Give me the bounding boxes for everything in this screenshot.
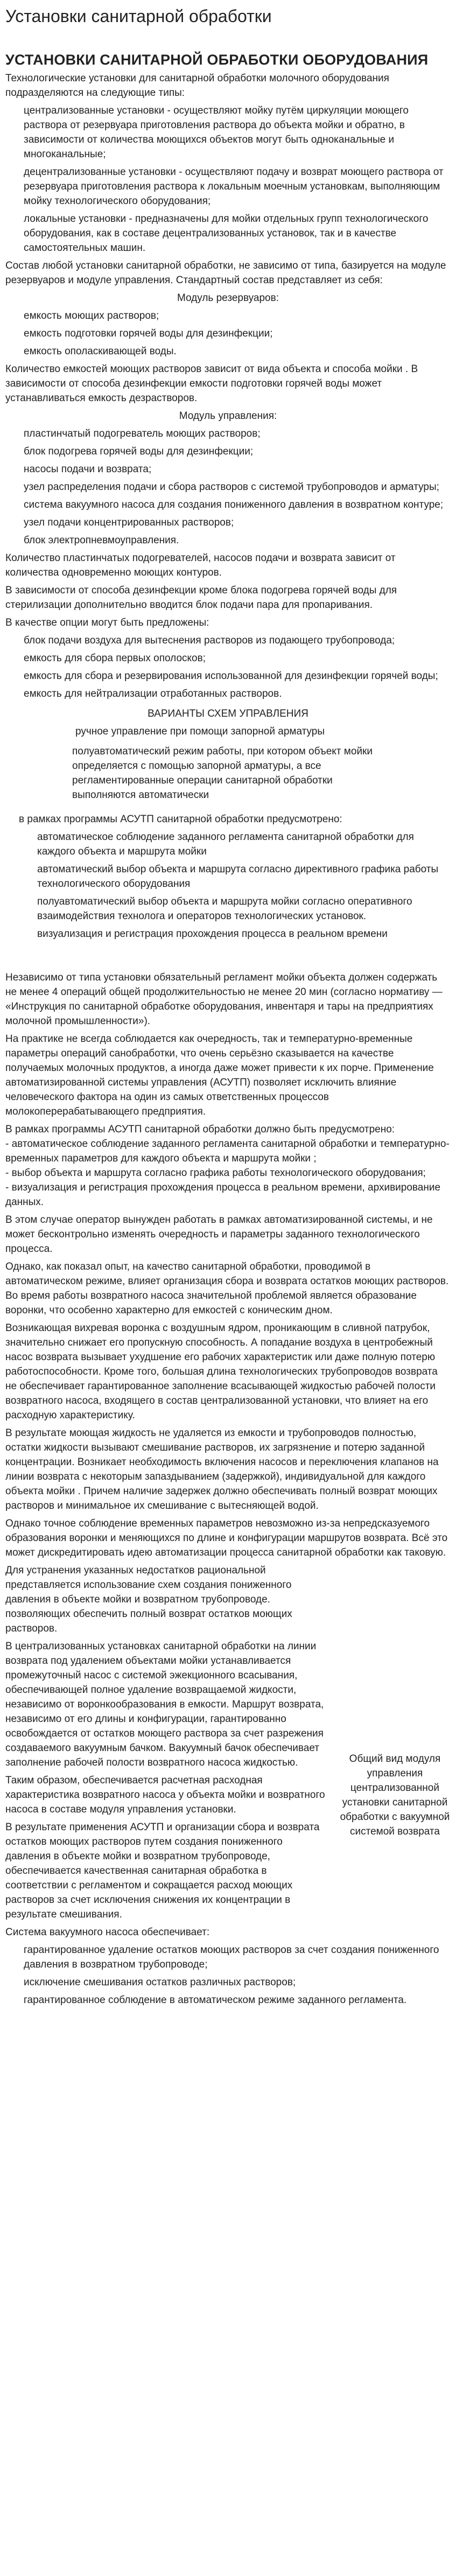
result-paragraph: В результате моющая жидкость не удаляется из емкости и трубопроводов полностью, остатки жидкости вызывают смешивание растворов, их загрязнение и потерю заданной концентрации. Возникает необходимость включения насосов и переключения клапанов на линии возврата с некоторым запаздыванием (задержкой), индивидуальной для каждого объекта мойки . Причем наличие задержек должно обеспечивать полный возврат моющих растворов и минимальное их смешивание с вытесняющей водой. <box>5 1427 439 1511</box>
reservoirs-title: Модуль резервуаров: <box>177 292 279 304</box>
list-item: блок подачи воздуха для вытеснения растворов из подающего трубопровода; <box>5 633 451 648</box>
list-item: емкость моющих растворов; <box>5 309 451 323</box>
bullet-icon <box>5 651 24 666</box>
figure-section <box>5 1563 451 1925</box>
control-note-2: В зависимости от способа дезинфекции кроме блока подогрева горячей воды для стерилизации дополнительно вводится блок подачи пара для пропаривания. <box>5 585 397 611</box>
list-item: система вакуумного насоса для создания пониженного давления в возвратном контуре; <box>5 498 451 512</box>
asutp-intro: в рамках программы АСУТП санитарной обработки предусмотрено: <box>19 814 342 825</box>
vacuum-list <box>5 1943 451 2007</box>
composition-text: Состав любой установки санитарной обработки, не зависимо от типа, базируется на модуле резервуаров и модуле управления. Стандартный состав представляет из себя: <box>5 260 446 286</box>
list-item: гарантированное удаление остатков моющих растворов за счет создания пониженного давления в возвратном трубопроводе; <box>5 1943 451 1972</box>
bullet-icon <box>19 830 37 859</box>
options-intro: В качестве опции могут быть предложены: <box>5 617 209 628</box>
bullet-icon <box>19 927 37 941</box>
list-item: емкость для сбора первых ополосков; <box>5 651 451 666</box>
manual-items <box>54 744 398 802</box>
list-item: емкость для сбора и резервирования использованной для дезинфекции горячей воды; <box>5 669 451 683</box>
list-item: автоматическое соблюдение заданного регламента санитарной обработки для каждого объекта и маршрута мойки <box>19 830 439 859</box>
variants-subtitle: ручное управление при помощи запорной арматуры <box>75 726 325 737</box>
list-item: узел распределения подачи и сбора растворов с системой трубопроводов и арматуры; <box>5 480 451 494</box>
practice-paragraph: На практике не всегда соблюдается как очередность, так и температурно-временные параметры операций санобработки, что очень серьёзно сказывается на качестве получаемых молочных продуктов, а иногда даже может привести к их порче. Применение автоматизированной системы управления (АСУТП) позволяет исключить влияние человеческого фактора на один из самых ответственных процессов молокоперерабатывающего предприятия. <box>5 1033 434 1117</box>
list-item: блок электропневмоуправления. <box>5 533 451 548</box>
list-item: узел подачи концентрированных растворов; <box>5 515 451 530</box>
bullet-icon <box>5 687 24 701</box>
bullet-icon <box>19 862 37 891</box>
list-item: локальные установки - предназначены для мойки отдельных групп технологического оборудования, как в составе децентрализованных установок, так и в качестве самостоятельных машин. <box>5 212 451 255</box>
intro-text: Технологические установки для санитарной обработки молочного оборудования подразделяются на следующие типы: <box>5 73 389 99</box>
solution-paragraph: Для устранения указанных недостатков рациональной представляется использование схем создания пониженного давления в объекте мойки и возвратном трубопроводе. позволяющих обеспечить полный возврат остатков моющих растворов. <box>5 1565 292 1634</box>
bullet-icon <box>5 309 24 323</box>
list-item: насосы подачи и возврата; <box>5 462 451 477</box>
centralized-paragraph: В централизованных установках санитарной обработки на линии возврата под удалением объектами мойки устанавливается промежуточный насос с системой эжекционного всасывания, обеспечивающей полное удаление возвращаемой жидкости, независимо от воронкообразования в емкости. Маршрут возврата, независимо от его длины и конфигурации, гарантированно освобождается от остатков моющего раствора за счет разрежения создаваемого вакуумным бачком. Вакуумный бачок обеспечивает заполнение рабочей полости возвратного насоса жидкостью. <box>5 1641 324 1768</box>
reservoirs-list <box>5 309 451 359</box>
article-heading: УСТАНОВКИ САНИТАРНОЙ ОБРАБОТКИ ОБОРУДОВАНИЯ <box>5 52 429 68</box>
reservoirs-note: Количество емкостей моющих растворов зависит от вида объекта и способа мойки . В зависимости от способа дезинфекции емкости подготовки горячей воды может устанавливаться емкость дезрастворов. <box>5 363 418 404</box>
bullet-icon <box>5 103 24 162</box>
experience-paragraph: Однако, как показал опыт, на качество санитарной обработки, проводимой в автоматическом режиме, влияет организация сбора и возврата остатков моющих растворов. Во время работы возвратного насоса значительной проблемой является образование воронки, что особенно характерно для емкостей с коническим дном. <box>5 1261 449 1316</box>
list-item: емкость подготовки горячей воды для дезинфекции; <box>5 326 451 341</box>
list-item: емкость ополаскивающей воды. <box>5 344 451 359</box>
figure-caption: Общий вид модуля управления централизованной установки санитарной обработки с вакуумной системой возврата <box>340 1753 450 1837</box>
variants-title: ВАРИАНТЫ СХЕМ УПРАВЛЕНИЯ <box>148 708 308 719</box>
regulation-paragraph: Независимо от типа установки обязательный регламент мойки объекта должен содержать не менее 4 операций общей продолжительностью не менее 20 мин (согласно нормативу — «Инструкция по санитарной обработке оборудования, инвентаря и тары на предприятиях молочной промышленности»). <box>5 972 443 1027</box>
list-item: децентрализованные установки - осуществляют подачу и возврат моющего раствора от резервуара приготовления раствора к локальным моечным установкам, выполняющим мойку технологического оборудования; <box>5 165 451 208</box>
bullet-icon <box>5 326 24 341</box>
bullet-icon <box>5 426 24 441</box>
bullet-icon <box>5 669 24 683</box>
bullet-icon <box>5 344 24 359</box>
asutp-should-paragraph: В рамках программы АСУТП санитарной обработки должно быть предусмотрено: - автоматическое соблюдение заданного регламента санитарной обработки и температурно-временных параметров для каждого объекта и маршрута мойки ; - выбор объекта и маршрута согласно графика работы технологического оборудования; - визуализация и регистрация прохождения процесса в реальном времени, архивирование данных. <box>5 1124 450 1208</box>
page <box>0 5 456 2032</box>
bullet-icon <box>5 462 24 477</box>
types-list <box>5 103 451 255</box>
bullet-icon <box>5 533 24 548</box>
list-item: пластинчатый подогреватель моющих растворов; <box>5 426 451 441</box>
thus-paragraph: Таким образом, обеспечивается расчетная расходная характеристика возвратного насоса у объекта мойки и возвратного насоса в составе модуля управления установки. <box>5 1775 325 1815</box>
control-note-1: Количество пластинчатых подогревателей, насосов подачи и возврата зависит от количества одновременно моющих контуров. <box>5 552 396 578</box>
bullet-icon <box>54 744 72 802</box>
vortex-paragraph: Возникающая вихревая воронка с воздушным ядром, проникающим в сливной патрубок, значительно снижает его пропускную способность. А попадание воздуха в центробежный насос возврата вызывает ухудшение его рабочих характеристик или даже полную потерю работоспособности. Кроме того, большая длина технологических трубопроводов возврата не обеспечивает гарантированное заполнение всасывающей жидкостью рабочей полости возвратного насоса, входящего в состав централизованной установки, что влияет на его расходную характеристику. <box>5 1322 438 1421</box>
bullet-icon <box>5 633 24 648</box>
control-list <box>5 426 451 548</box>
bullet-icon <box>5 1975 24 1990</box>
bullet-icon <box>5 165 24 208</box>
list-item: визуализация и регистрация прохождения процесса в реальном времени <box>19 927 439 941</box>
bullet-icon <box>5 480 24 494</box>
list-item: централизованные установки - осуществляют мойку путём циркуляции моющего раствора от резервуара приготовления раствора до объекта мойки и обратно, в зависимости от количества моющихся объектов могут быть одноканальные и многоканальные; <box>5 103 451 162</box>
bullet-icon <box>19 894 37 923</box>
outcome-paragraph: В результате применения АСУТП и организации сбора и возврата остатков моющих растворов путем создания пониженного давления в объекте мойки и возвратном трубопроводе, обеспечивается качественная санитарная обработка в соответствии с регламентом и сокращается расход моющих растворов за счет исключения снижения их концентрации в результате смешивания. <box>5 1822 320 1920</box>
asutp-block <box>19 812 439 941</box>
list-item: исключение смешивания остатков различных растворов; <box>5 1975 451 1990</box>
bullet-icon <box>5 1943 24 1972</box>
figure-text-column <box>5 1563 328 1925</box>
operator-paragraph: В этом случае оператор вынужден работать в рамках автоматизированной системы, и не может бесконтрольно изменять очередность и параметры заданного технологического процесса. <box>5 1214 433 1255</box>
timing-paragraph: Однако точное соблюдение временных параметров невозможно из-за непредсказуемого образования воронки и меняющихся по длине и конфигурации маршрутов возврата. Всё это может дискредитировать идею автоматизации процесса санитарной обработки как таковую. <box>5 1518 448 1558</box>
list-item: полуавтоматический выбор объекта и маршрута мойки согласно оперативного взаимодействия технолога и операторов технологических установок. <box>19 894 439 923</box>
list-item: полуавтоматический режим работы, при котором объект мойки определяется с помощью запорной арматуры, а все регламентированные операции санитарной обработки выполняются автоматически <box>54 744 398 802</box>
list-item: гарантированное соблюдение в автоматическом режиме заданного регламента. <box>5 1993 451 2007</box>
bullet-icon <box>5 1993 24 2007</box>
list-item: автоматический выбор объекта и маршрута согласно директивного графика работы технологического оборудования <box>19 862 439 891</box>
bullet-icon <box>5 498 24 512</box>
site-title: Установки санитарной обработки <box>5 6 272 26</box>
options-list <box>5 633 451 701</box>
bullet-icon <box>5 444 24 459</box>
list-item: емкость для нейтрализации отработанных растворов. <box>5 687 451 701</box>
bullet-icon <box>5 515 24 530</box>
control-title: Модуль управления: <box>179 410 277 422</box>
bullet-icon <box>5 212 24 255</box>
vacuum-intro: Система вакуумного насоса обеспечивает: <box>5 1927 210 1938</box>
list-item: блок подогрева горячей воды для дезинфекции; <box>5 444 451 459</box>
